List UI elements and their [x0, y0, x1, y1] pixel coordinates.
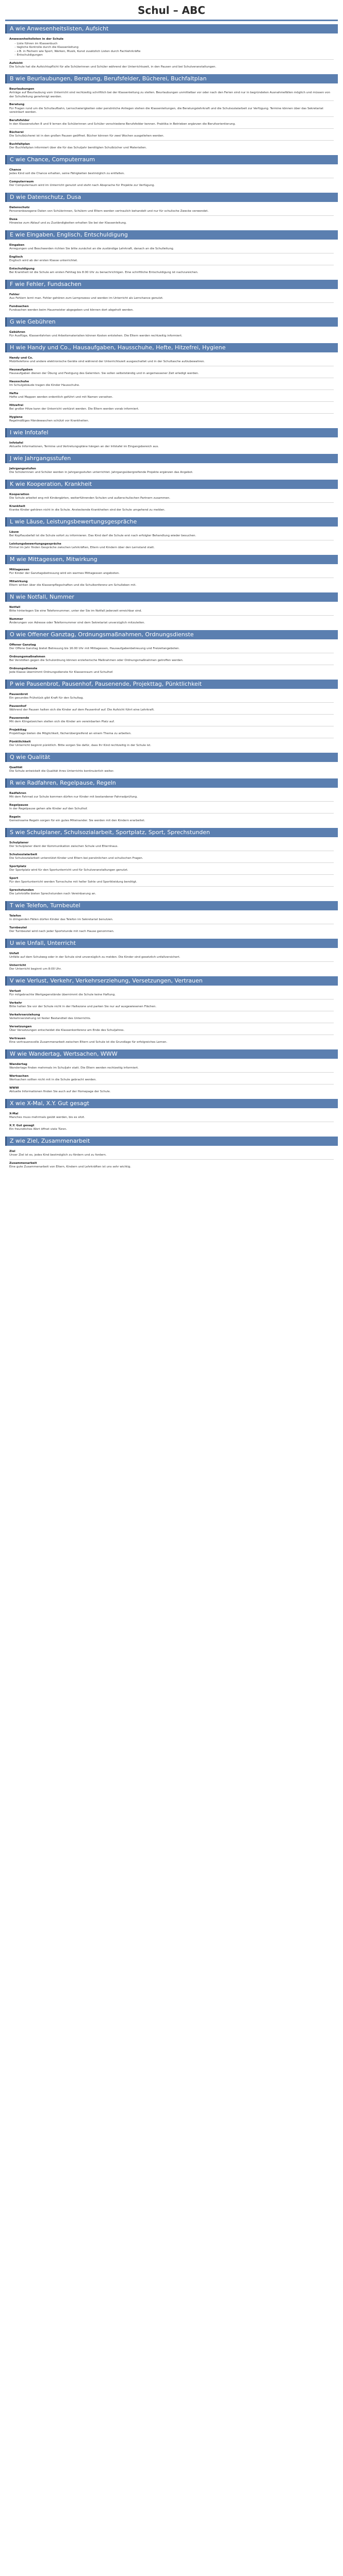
- subsection-title: Aufsicht: [9, 61, 23, 65]
- subsection-list: [14, 42, 334, 58]
- divider: [9, 302, 334, 303]
- section-heading: Q wie Qualität: [5, 753, 338, 762]
- section-heading: M wie Mittagessen, Mitwirkung: [5, 555, 338, 564]
- section-heading: V wie Verlust, Verkehr, Verkehrserziehung, Versetzungen, Vertrauen: [5, 976, 338, 986]
- subsection-text: Manches muss mehrmals geübt werden, bis es sitzt.: [9, 1116, 85, 1119]
- divider: [9, 116, 334, 117]
- section: [5, 680, 338, 750]
- section-heading: F wie Fehler, Fundsachen: [5, 280, 338, 289]
- page: [0, 0, 343, 1179]
- section-body: [5, 1146, 338, 1171]
- section-body: [5, 527, 338, 552]
- subsection-text: Für Kinder der Ganztagsbetreuung wird ein warmes Mittagessen angeboten.: [9, 572, 120, 575]
- subsection-title: X.Y. Gut gesagt: [9, 1124, 35, 1127]
- divider: [9, 59, 334, 60]
- section: [5, 778, 338, 825]
- section-body: [5, 689, 338, 750]
- section: [5, 155, 338, 190]
- subsection-text: Aktuelle Informationen finden Sie auch auf der Homepage der Schule.: [9, 1090, 111, 1093]
- divider: [9, 401, 334, 402]
- divider: [9, 215, 334, 216]
- subsection-text: Regelmäßiges Händewaschen schützt vor Krankheiten.: [9, 419, 89, 422]
- subsection-title: WWW: [9, 1086, 19, 1090]
- divider: [9, 128, 334, 129]
- subsection-text: Der Computerraum wird im Unterricht genutzt und steht nach Absprache für Projekte zur Verfügung.: [9, 184, 155, 187]
- subsection-text: Für Fragen rund um die Schullaufbahn, Lernschwierigkeiten oder persönliche Anliegen stehen die Klassenleitungen, die Beratungslehrkraft und die Schulsozialarbeit zur Verfügung. Termine können über das Sekretariat vereinbart werden.: [9, 107, 323, 114]
- section: [5, 74, 338, 152]
- subsection-text: Die Schule entwickelt die Qualität ihres Unterrichts kontinuierlich weiter.: [9, 770, 115, 773]
- subsection-title: Wertsachen: [9, 1074, 29, 1078]
- subsection-text: Mit dem Fahrrad zur Schule kommen dürfen nur Kinder mit bestandener Fahrradprüfung.: [9, 795, 138, 799]
- subsection-text: Fundsachen werden beim Hausmeister abgegeben und können dort abgeholt werden.: [9, 309, 134, 312]
- subsection-text: Die Schule arbeitet eng mit Kindergärten, weiterführenden Schulen und außerschulischen Partnern zusammen.: [9, 497, 170, 500]
- subsection-title: Bücherei: [9, 130, 24, 134]
- subsection-title: Berufsfelder: [9, 118, 30, 122]
- section: [5, 592, 338, 627]
- section-heading: L wie Läuse, Leistungsbewertungsgespräche: [5, 517, 338, 527]
- section: [5, 1099, 338, 1133]
- subsection-title: Notfall: [9, 605, 21, 609]
- subsection-text: Bitte hinterlegen Sie eine Telefonnummer, unter der Sie im Notfall jederzeit erreichbar sind.: [9, 609, 142, 613]
- subsection-title: Krankheit: [9, 504, 25, 508]
- subsection-title: Dusa: [9, 217, 18, 221]
- section: [5, 454, 338, 477]
- section-body: [5, 240, 338, 277]
- subsection-title: Hefte: [9, 392, 19, 395]
- section: [5, 828, 338, 898]
- section-heading: J wie Jahrgangsstufen: [5, 454, 338, 463]
- section-body: [5, 564, 338, 589]
- section-heading: N wie Notfall, Nummer: [5, 592, 338, 602]
- subsection-text: Eine gute Zusammenarbeit von Eltern, Kindern und Lehrkräften ist uns sehr wichtig.: [9, 1165, 132, 1168]
- subsection-text: Unfälle auf dem Schulweg oder in der Schule sind unverzüglich zu melden. Die Kinder sind gesetzlich unfallversichert.: [9, 956, 181, 959]
- section-body: [5, 1059, 338, 1096]
- section-heading: G wie Gebühren: [5, 317, 338, 327]
- subsection-text: Gemeinsame Regeln sorgen für ein gutes Miteinander. Sie werden mit den Kindern erarbeitet.: [9, 819, 145, 822]
- divider: [9, 413, 334, 414]
- section-heading: R wie Radfahren, Regelpause, Regeln: [5, 778, 338, 788]
- subsection-title: Gebühren: [9, 330, 25, 334]
- subsection-text: Der Offene Ganztag bietet Betreuung bis 16:00 Uhr mit Mittagessen, Hausaufgabenbetreuung und Freizeitangeboten.: [9, 647, 180, 650]
- divider: [9, 100, 334, 101]
- section-heading: X wie X-Mal, X.Y. Gut gesagt: [5, 1099, 338, 1108]
- section: [5, 24, 338, 71]
- section: [5, 517, 338, 552]
- subsection-text: Bei Verstößen gegen die Schulordnung können erzieherische Maßnahmen oder Ordnungsmaßnahmen getroffen werden.: [9, 659, 184, 662]
- section-heading: U wie Unfall, Unterricht: [5, 939, 338, 948]
- subsection-title: Zusammenarbeit: [9, 1161, 37, 1165]
- section-body: [5, 602, 338, 627]
- subsection-text: Die Schülerinnen und Schüler werden in Jahrgangsstufen unterrichtet. Jahrgangsübergreifende Projekte ergänzen das Angebot.: [9, 471, 193, 474]
- subsection-text: Anträge auf Beurlaubung vom Unterricht sind rechtzeitig schriftlich bei der Klassenleitung zu stellen. Beurlaubungen unmittelbar vor oder nach den Ferien sind nur in begründeten Ausnahmefällen möglich und müssen von der Schulleitung genehmigt werden.: [9, 91, 331, 98]
- subsection-title: Vertrauen: [9, 1037, 26, 1040]
- section: [5, 428, 338, 451]
- subsection-text: Im Schulgebäude tragen die Kinder Hausschuhe.: [9, 384, 80, 387]
- subsection-title: Computerraum: [9, 180, 34, 183]
- section: [5, 317, 338, 340]
- subsection-title: Beurlaubungen: [9, 87, 35, 91]
- section: [5, 193, 338, 227]
- divider: [9, 886, 334, 887]
- subsection-title: Leistungsbewertungsgespräche: [9, 542, 61, 546]
- subsection-title: Entschuldigung: [9, 267, 35, 270]
- subsection-title: Sportplatz: [9, 865, 26, 868]
- subsection-title: Hausschuhe: [9, 380, 29, 383]
- subsection-title: Infotafel: [9, 441, 23, 445]
- subsection-text: Der Schulplaner dient der Kommunikation zwischen Schule und Elternhaus.: [9, 845, 119, 848]
- section: [5, 555, 338, 589]
- section: [5, 901, 338, 936]
- section-body: [5, 762, 338, 775]
- subsection-title: Mittagessen: [9, 568, 29, 571]
- subsection-title: Kooperation: [9, 493, 29, 496]
- subsection-text: Einmal im Jahr finden Gespräche zwischen Lehrkräften, Eltern und Kindern über den Lernstand statt.: [9, 546, 155, 549]
- subsection-title: Ordnungsmaßnahmen: [9, 655, 45, 658]
- subsection-text: Hausaufgaben dienen der Übung und Festigung des Gelernten. Sie sollen selbstständig und in angemessener Zeit erledigt werden.: [9, 372, 199, 375]
- section-heading: W wie Wandertag, Wertsachen, WWW: [5, 1049, 338, 1059]
- section-heading: E wie Eingaben, Englisch, Entschuldigung: [5, 230, 338, 240]
- section-heading: D wie Datenschutz, Dusa: [5, 193, 338, 202]
- section-heading: C wie Chance, Computerraum: [5, 155, 338, 164]
- divider: [9, 862, 334, 863]
- section: [5, 630, 338, 676]
- subsection-text: Hefte und Mappen werden ordentlich geführt und mit Namen versehen.: [9, 396, 113, 399]
- subsection-text: Bei Krankheit ist die Schule am ersten Fehltag bis 8:00 Uhr zu benachrichtigen. Eine schriftliche Entschuldigung ist nachzureichen.: [9, 271, 199, 274]
- section-heading: H wie Handy und Co., Hausaufgaben, Hausschuhe, Hefte, Hitzefrei, Hygiene: [5, 343, 338, 352]
- subsection-text: Englisch wird ab der ersten Klasse unterrichtet.: [9, 259, 78, 262]
- subsection-title: Unfall: [9, 952, 19, 955]
- subsection-text: Für Ausflüge, Klassenfahrten und Arbeitsmaterialien können Kosten entstehen. Die Eltern werden rechtzeitig informiert.: [9, 334, 183, 337]
- subsection-title: Verkehrserziehung: [9, 1013, 40, 1016]
- divider: [9, 389, 334, 390]
- subsection-title: Turnbeutel: [9, 926, 27, 929]
- subsection-title: Ziel: [9, 1149, 15, 1153]
- section: [5, 480, 338, 514]
- section-heading: A wie Anwesenheitslisten, Aufsicht: [5, 24, 338, 33]
- subsection-text: Hinweise zum Ablauf und zu Zuständigkeiten erhalten Sie bei der Klassenleitung.: [9, 222, 127, 225]
- subsection-title: Datenschutz: [9, 206, 30, 209]
- subsection-text: Verkehrserziehung ist fester Bestandteil des Unterrichts.: [9, 1017, 91, 1020]
- section-heading: O wie Offener Ganztag, Ordnungsmaßnahmen, Ordnungsdienste: [5, 630, 338, 639]
- subsection-text: Mobiltelefone und andere elektronische Geräte sind während der Unterrichtszeit ausgeschaltet und in der Schultasche aufzubewahren.: [9, 360, 205, 363]
- subsection-title: Läuse: [9, 530, 19, 534]
- subsection-title: Pünktlichkeit: [9, 740, 31, 743]
- section-heading: K wie Kooperation, Krankheit: [5, 480, 338, 489]
- subsection-text: Personenbezogene Daten von Schülerinnen, Schülern und Eltern werden vertraulich behandelt und nur für schulische Zwecke verwendet.: [9, 210, 209, 213]
- section-body: [5, 33, 338, 71]
- divider: [9, 1159, 334, 1160]
- section-body: [5, 489, 338, 514]
- subsection-title: Jahrgangsstufen: [9, 467, 36, 470]
- subsection-text: Der Sportplatz wird für den Sportunterricht und für Schulveranstaltungen genutzt.: [9, 869, 128, 872]
- section-heading: I wie Infotafel: [5, 428, 338, 437]
- subsection-title: Telefon: [9, 914, 21, 918]
- subsection-title: Englisch: [9, 255, 23, 259]
- divider: [9, 140, 334, 141]
- subsection-title: Fehler: [9, 293, 20, 296]
- subsection-text: Über Versetzungen entscheidet die Klassenkonferenz am Ende des Schuljahres.: [9, 1029, 125, 1032]
- divider: [9, 961, 334, 962]
- subsection-title: Pausenende: [9, 716, 29, 720]
- subsection-title: Offener Ganztag: [9, 643, 36, 647]
- section-body: [5, 83, 338, 152]
- subsection-title: X-Mal: [9, 1112, 19, 1115]
- subsection-text: Wertsachen sollten nicht mit in die Schule gebracht werden.: [9, 1078, 97, 1081]
- subsection-title: Pausenhof: [9, 704, 27, 708]
- section-body: [5, 910, 338, 936]
- subsection-text: Ein gesundes Frühstück gibt Kraft für den Schultag.: [9, 697, 84, 700]
- subsection-text: Der Turnbeutel wird nach jeder Sportstunde mit nach Hause genommen.: [9, 930, 115, 933]
- section: [5, 230, 338, 277]
- subsection-text: Während der Pausen halten sich die Kinder auf dem Pausenhof auf. Die Aufsicht führt eine Lehrkraft.: [9, 708, 155, 711]
- section: [5, 976, 338, 1046]
- subsection-title: Buchfaltplan: [9, 142, 30, 146]
- subsection-title: Schulplaner: [9, 841, 29, 844]
- section-heading: B wie Beurlaubungen, Beratung, Berufsfelder, Bücherei, Buchfaltplan: [5, 74, 338, 83]
- subsection-text: Die Schulsozialarbeit unterstützt Kinder und Eltern bei persönlichen und schulischen Fragen.: [9, 857, 143, 860]
- subsection-text: Mit dem Klingelzeichen stellen sich die Kinder am vereinbarten Platz auf.: [9, 720, 115, 723]
- subsection-title: Versetzungen: [9, 1025, 32, 1028]
- subsection-title: Chance: [9, 168, 21, 172]
- section-body: [5, 289, 338, 314]
- subsection-title: Hausaufgaben: [9, 368, 33, 371]
- subsection-title: Handy und Co.: [9, 356, 34, 360]
- subsection-text: Die Schulbücherei ist in den großen Pausen geöffnet. Bücher können für zwei Wochen ausgeliehen werden.: [9, 134, 165, 138]
- subsection-title: Anwesenheitslisten in der Schule: [9, 38, 64, 41]
- section-body: [5, 986, 338, 1046]
- section: [5, 343, 338, 425]
- subsection-text: Der Buchfaltplan informiert über die für das Schuljahr benötigten Schulbücher und Materialien.: [9, 146, 147, 149]
- section-body: [5, 463, 338, 477]
- subsection-title: Hygiene: [9, 415, 23, 419]
- section: [5, 753, 338, 775]
- subsection-title: Beratung: [9, 103, 25, 106]
- subsection-text: Eine vertrauensvolle Zusammenarbeit zwischen Eltern und Schule ist die Grundlage für erfolgreiches Lernen.: [9, 1041, 168, 1044]
- sections-container: [5, 24, 338, 1171]
- subsection-text: In den Klassenstufen 8 und 9 lernen die Schülerinnen und Schüler verschiedene Berufsfelder kennen. Praktika in Betrieben ergänzen die Berufsorientierung.: [9, 123, 236, 126]
- section-body: [5, 437, 338, 451]
- list-item: – z.B. in Fächern wie Sport, Werken, Musik, Kunst zusätzlich Listen durch Fachlehrkräfte: [14, 50, 334, 54]
- subsection-text: Jedes Kind soll die Chance erhalten, seine Fähigkeiten bestmöglich zu entfalten.: [9, 172, 125, 175]
- subsection-title: Sport: [9, 876, 19, 880]
- section-heading: T wie Telefon, Turnbeutel: [5, 901, 338, 910]
- subsection-title: Schulsozialarbeit: [9, 853, 38, 856]
- subsection-text: Jede Klasse übernimmt Ordnungsdienste für Klassenraum und Schulhof.: [9, 671, 113, 674]
- section-body: [5, 837, 338, 898]
- divider: [9, 801, 334, 802]
- subsection-text: Bitte halten Sie vor der Schule nicht in der Haltezone und parken Sie nur auf ausgewiesenen Flächen.: [9, 1005, 157, 1008]
- section: [5, 1049, 338, 1096]
- subsection-title: Fundsachen: [9, 304, 29, 308]
- subsection-text: Die Schule hat die Aufsichtspflicht für alle Schülerinnen und Schüler während der Unterrichtszeit, in den Pausen und bei Schulveranstaltungen.: [9, 65, 217, 69]
- section-body: [5, 639, 338, 676]
- list-item: – tägliche Kontrolle durch die Klassenleitung: [14, 46, 334, 50]
- section-body: [5, 352, 338, 425]
- subsection-title: Wandertag: [9, 1062, 27, 1066]
- subsection-title: Pausenbrot: [9, 692, 28, 696]
- subsection-text: In der Regelpause gehen alle Kinder auf den Schulhof.: [9, 807, 88, 810]
- subsection-title: Qualität: [9, 766, 23, 769]
- subsection-title: Regeln: [9, 815, 21, 819]
- subsection-title: Sprechstunden: [9, 888, 34, 892]
- list-item: – Entschuldigungen: [14, 54, 334, 58]
- section-body: [5, 164, 338, 190]
- section-body: [5, 948, 338, 973]
- subsection-title: Radfahren: [9, 791, 26, 795]
- subsection-title: Regelpause: [9, 803, 28, 807]
- section-body: [5, 202, 338, 227]
- subsection-title: Ordnungsdienste: [9, 667, 38, 670]
- subsection-text: Anregungen und Beschwerden richten Sie bitte zunächst an die zuständige Lehrkraft, danach an die Schulleitung.: [9, 247, 174, 250]
- subsection-title: Verkehr: [9, 1001, 22, 1005]
- subsection-text: Die Lehrkräfte bieten Sprechstunden nach Vereinbarung an.: [9, 892, 96, 895]
- subsection-text: Wandertage finden mehrmals im Schuljahr statt. Die Eltern werden rechtzeitig informiert.: [9, 1066, 139, 1070]
- subsection-title: Projekttag: [9, 728, 27, 732]
- subsection-title: Mitwirkung: [9, 580, 28, 583]
- subsection-text: Bei großer Hitze kann der Unterricht verkürzt werden. Die Eltern werden vorab informiert.: [9, 408, 139, 411]
- subsection-text: Bei Kopflausbefall ist die Schule sofort zu informieren. Das Kind darf die Schule erst nach erfolgter Behandlung wieder besuchen.: [9, 534, 197, 537]
- subsection-text: Eltern wirken über die Klassenpflegschaften und die Schulkonferenz am Schulleben mit.: [9, 584, 137, 587]
- subsection-text: Der Unterricht beginnt um 8:00 Uhr.: [9, 968, 62, 971]
- divider: [9, 714, 334, 715]
- section-heading: Z wie Ziel, Zusammenarbeit: [5, 1137, 338, 1146]
- subsection-text: Aus Fehlern lernt man. Fehler gehören zum Lernprozess und werden im Unterricht als Lernchance genutzt.: [9, 297, 164, 300]
- subsection-text: Ein freundliches Wort öffnet viele Türen.: [9, 1128, 67, 1131]
- section-body: [5, 1108, 338, 1133]
- subsection-title: Nummer: [9, 617, 23, 621]
- divider: [9, 615, 334, 616]
- subsection-title: Verlust: [9, 989, 21, 993]
- page-title: Schul – ABC: [5, 2, 338, 21]
- subsection-text: Kranke Kinder gehören nicht in die Schule. Ansteckende Krankheiten sind der Schule umgehend zu melden.: [9, 509, 166, 512]
- divider: [9, 1072, 334, 1073]
- divider: [9, 502, 334, 503]
- divider: [9, 702, 334, 703]
- section-heading: P wie Pausenbrot, Pausenhof, Pausenende, Projekttag, Pünktlichkeit: [5, 680, 338, 689]
- section-body: [5, 788, 338, 825]
- subsection-text: Änderungen von Adresse oder Telefonnummer sind dem Sekretariat unverzüglich mitzuteilen.: [9, 621, 145, 624]
- subsection-text: Unser Ziel ist es, jedes Kind bestmöglich zu fördern und zu fordern.: [9, 1154, 107, 1157]
- subsection-text: In dringenden Fällen dürfen Kinder das Telefon im Sekretariat benutzen.: [9, 918, 113, 921]
- divider: [9, 874, 334, 875]
- section: [5, 280, 338, 314]
- subsection-text: Aktuelle Informationen, Termine und Vertretungspläne hängen an der Infotafel im Eingangsbereich aus.: [9, 445, 159, 448]
- divider: [9, 813, 334, 814]
- section: [5, 1137, 338, 1171]
- subsection-title: Unterricht: [9, 963, 26, 967]
- subsection-title: Hitzefrei: [9, 403, 24, 407]
- subsection-title: Eingaben: [9, 243, 25, 247]
- subsection-text: Projekttage bieten die Möglichkeit, fächerübergreifend an einem Thema zu arbeiten.: [9, 732, 132, 735]
- section-body: [5, 327, 338, 340]
- subsection-text: Für den Sportunterricht werden Turnschuhe mit heller Sohle und Sportkleidung benötigt.: [9, 880, 137, 884]
- section-heading: S wie Schulplaner, Schulsozialarbeit, Sportplatz, Sport, Sprechstunden: [5, 828, 338, 837]
- subsection-text: Der Unterricht beginnt pünktlich. Bitte sorgen Sie dafür, dass Ihr Kind rechtzeitig in der Schule ist.: [9, 744, 152, 747]
- subsection-text: Für mitgebrachte Wertgegenstände übernimmt die Schule keine Haftung.: [9, 993, 116, 996]
- list-item: – Liste führen im Klassenbuch: [14, 42, 334, 46]
- section: [5, 939, 338, 973]
